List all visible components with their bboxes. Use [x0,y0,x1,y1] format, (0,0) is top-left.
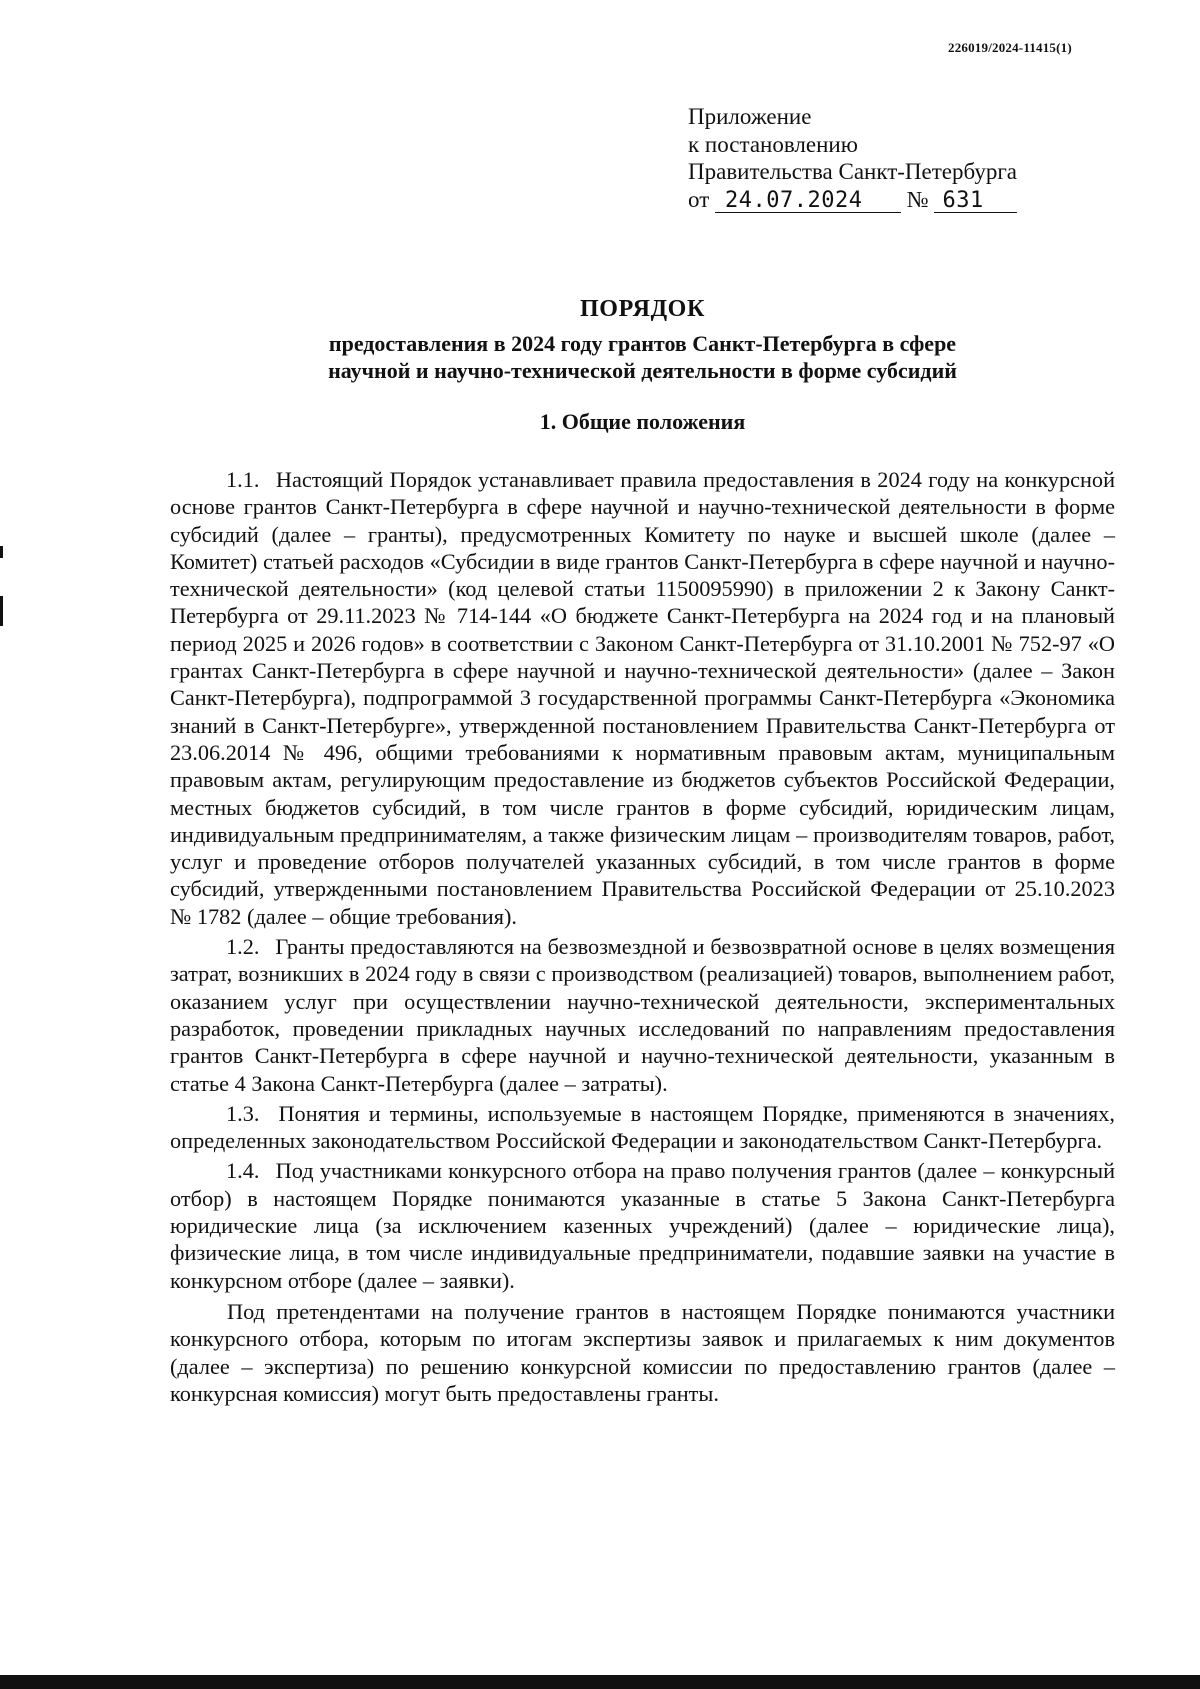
paragraph-text: Гранты предоставляются на безвозмездной и безвозвратной основе в целях возмещения затрат, возникших в 2024 году в связи с производством (реализацией) товаров, выполнением работ, оказанием услуг при осуществлении научно-технической деятельности, экспериментальных разработок, проведении прикладных научных исследований по направлениям предоставления грантов Санкт-Петербурга в сфере научной и научно-технической деятельности, указанным в статье 4 Закона Санкт-Петербурга (далее – затраты). [170,934,1115,1096]
paragraph-text: Под участниками конкурсного отбора на право получения грантов (далее – конкурсный отбор) в настоящем Порядке понимаются указанные в статье 5 Закона Санкт-Петербурга юридические лица (за исключением казенных учреждений) (далее – юридические лица), физические лица, в том числе индивидуальные предприниматели, подавшие заявки на участие в конкурсном отборе (далее – заявки). [170,1158,1115,1293]
scan-edge-mark-lower [0,596,3,626]
paragraph-number: 1.3. [226,1100,260,1126]
resolution-date: 24.07.2024 [715,190,901,213]
section-title: 1. Общие положения [539,409,746,434]
paragraph-candidates: Под претендентами на получение грантов в настоящем Порядке понимаются участники конкурсного отбора, которым по итогам экспертизы заявок и прилагаемых к ним документов (далее – экспертиза) по решению конкурсной комиссии по предоставлению грантов (далее – конкурсная комиссия) могут быть предоставлены гранты. [170,1298,1115,1406]
document-title: ПОРЯДОК [580,296,705,322]
document-body [170,466,1115,1407]
approval-line-date-number [688,186,1017,214]
resolution-number: 631 [934,190,1017,213]
paragraph-text: Настоящий Порядок устанавливает правила предоставления в 2024 году на конкурсной основе грантов Санкт-Петербурга в сфере научной и научно-технической деятельности в форме субсидий (далее – гранты), предусмотренных Комитету по науке и высшей школе (далее – Комитет) статьей расходов «Субсидии в виде грантов Санкт-Петербурга в сфере научной и научно-технической деятельности» (код целевой статьи 1150095990) в приложении 2 к Закону Санкт-Петербурга от 29.11.2023 № 714-144 «О бюджете Санкт-Петербурга на 2024 год и на плановый период 2025 и 2026 годов» в соответствии с Законом Санкт-Петербурга от 31.10.2001 № 752-97 «О грантах Санкт-Петербурга в сфере научной и научно-технической деятельности» (далее – Закон Санкт-Петербурга), подпрограммой 3 государственной программы Санкт-Петербурга «Экономика знаний в Санкт-Петербурге», утвержденной постановлением Правительства Санкт-Петербурга от 23.06.2014 № 496, общими требованиями к нормативным правовым актам, муниципальным правовым актам, регулирующим предоставление из бюджетов субъектов Российской Федерации, местных бюджетов субсидий, в том числе грантов в форме субсидий, юридическим лицам, индивидуальным предпринимателям, а также физическим лицам – производителям товаров, работ, услуг и проведение отборов получателей указанных субсидий, в том числе грантов в форме субсидий, утвержденными постановлением Правительства Российской Федерации от 25.10.2023 № 1782 (далее – общие требования). [170,467,1116,929]
paragraph-number: 1.4. [226,1158,260,1184]
document-subtitle-line-1: предоставления в 2024 году грантов Санкт-Петербурга в сфере [328,331,957,356]
number-label: № [906,186,929,212]
scan-bottom-edge [0,1675,1200,1689]
paragraph-1-1 [170,466,1115,930]
approval-line-resolution: к постановлению [688,131,858,157]
paragraph-1-2 [170,933,1115,1097]
approval-line-appendix: Приложение [688,104,812,129]
approval-block [688,103,1017,213]
paragraph-number: 1.1. [226,467,260,492]
paragraph-number: 1.2. [226,934,260,960]
paragraph-text: Понятия и термины, используемые в настоящем Порядке, применяются в значениях, определенных законодательством Российской Федерации и законодательством Санкт-Петербурга. [170,1100,1116,1154]
approval-line-government: Правительства Санкт-Петербурга [688,159,1017,184]
paragraph-1-3 [170,1100,1115,1155]
document-subtitle [170,330,1115,384]
document-registration-number: 226019/2024-11415(1) [948,40,1072,55]
paragraph-1-4 [170,1157,1115,1293]
from-label: от [688,186,710,212]
document-subtitle-line-2: научной и научно-технической деятельности в форме субсидий [328,358,957,383]
scan-edge-mark-upper [0,546,3,558]
